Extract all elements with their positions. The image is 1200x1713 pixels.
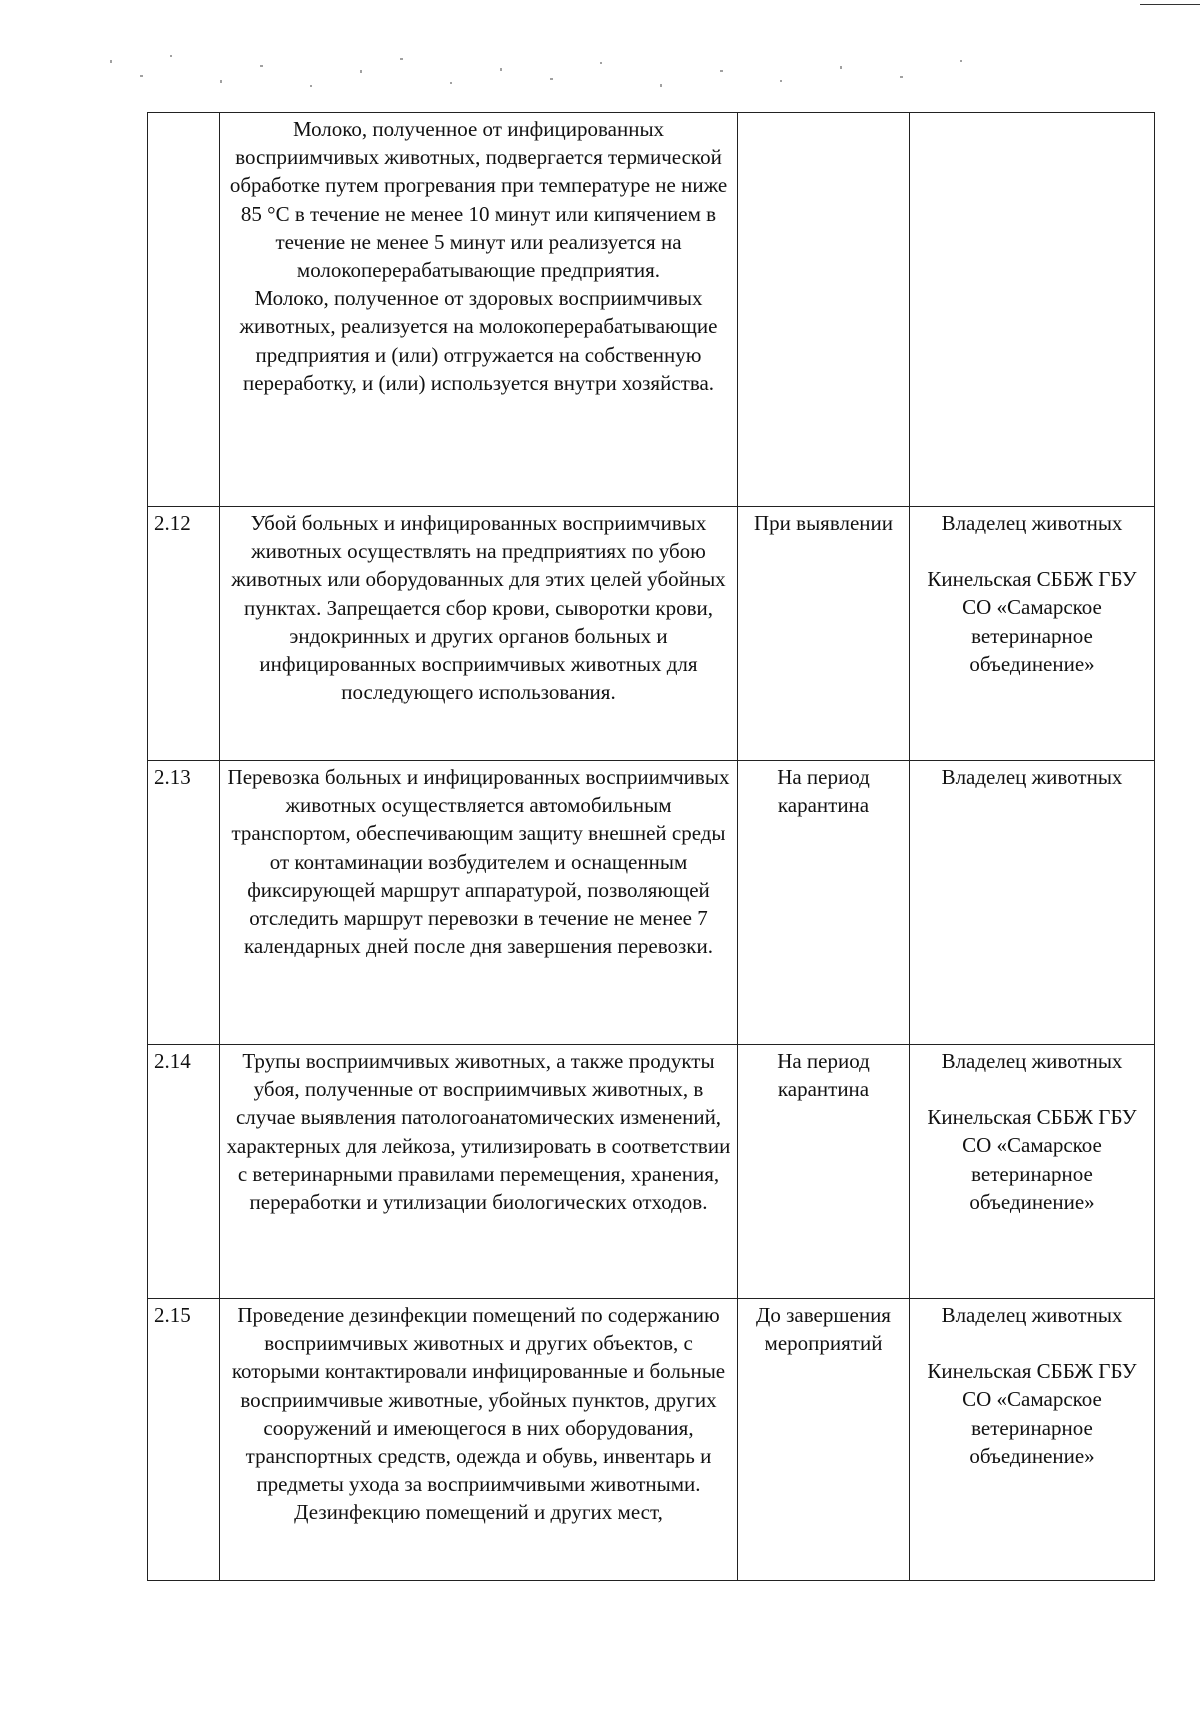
row-number: 2.15 <box>148 1299 220 1581</box>
row-description <box>220 1045 738 1299</box>
scan-noise <box>100 40 1000 110</box>
description-paragraph: Молоко, полученное от здоровых восприимчивых животных, реализуется на молокоперерабатывающие предприятия и (или) отгружается на собственную переработку, и (или) используется внутри хозяйства. <box>239 286 718 395</box>
responsible-party: Владелец животных <box>941 511 1123 535</box>
row-term: При выявлении <box>738 507 910 761</box>
row-responsible <box>910 113 1155 507</box>
table-row <box>148 1299 1155 1581</box>
row-description <box>220 113 738 507</box>
row-number: 2.12 <box>148 507 220 761</box>
row-number: 2.14 <box>148 1045 220 1299</box>
table-row <box>148 113 1155 507</box>
description-paragraph: Трупы восприимчивых животных, а также продукты убоя, полученные от восприимчивых животных, в случае выявления патологоанатомических изменений, характерных для лейкоза, утилизировать в соответствии с ветеринарными правилами перемещения, хранения, переработки и утилизации биологических отходов. <box>226 1049 731 1215</box>
row-term: На период карантина <box>738 1045 910 1299</box>
scan-edge-line <box>1140 4 1200 5</box>
row-responsible <box>910 1299 1155 1581</box>
row-responsible <box>910 761 1155 1045</box>
table-row <box>148 1045 1155 1299</box>
row-description <box>220 1299 738 1581</box>
row-number: 2.13 <box>148 761 220 1045</box>
row-number <box>148 113 220 507</box>
row-description <box>220 507 738 761</box>
description-paragraph: Перевозка больных и инфицированных восприимчивых животных осуществляется автомобильным транспортом, обеспечивающим защиту внешней среды от контаминации возбудителем и оснащенным фиксирующей маршрут аппаратурой, позволяющей отследить маршрут перевозки в течение не менее 7 календарных дней после дня завершения перевозки. <box>227 765 730 959</box>
row-responsible <box>910 1045 1155 1299</box>
responsible-party: Кинельская СББЖ ГБУ СО «Самарское ветеринарное объединение» <box>927 1105 1137 1214</box>
row-term: На период карантина <box>738 761 910 1045</box>
responsible-party: Кинельская СББЖ ГБУ СО «Самарское ветеринарное объединение» <box>927 567 1137 676</box>
responsible-party: Владелец животных <box>941 765 1123 789</box>
table-row <box>148 761 1155 1045</box>
responsible-party: Кинельская СББЖ ГБУ СО «Самарское ветеринарное объединение» <box>927 1359 1137 1468</box>
description-paragraph: Убой больных и инфицированных восприимчивых животных осуществлять на предприятиях по убою животных или оборудованных для этих целей убойных пунктах. Запрещается сбор крови, сыворотки крови, эндокринных и других органов больных и инфицированных восприимчивых животных для последующего использования. <box>231 511 726 705</box>
description-paragraph: Проведение дезинфекции помещений по содержанию восприимчивых животных и других объектов, с которыми контактировали инфицированные и больные восприимчивые животные, убойных пунктов, других сооружений и имеющегося в них оборудования, транспортных средств, одежда и обувь, инвентарь и предметы ухода за восприимчивыми животными. <box>231 1303 726 1497</box>
description-paragraph: Дезинфекцию помещений и других мест, <box>294 1500 663 1525</box>
measures-table <box>147 112 1155 1581</box>
description-paragraph: Молоко, полученное от инфицированных восприимчивых животных, подвергается термической обработке путем прогревания при температуре не ниже 85 °С в течение не менее 10 минут или кипячением в течение не менее 5 минут или реализуется на молокоперерабатывающие предприятия. <box>229 117 728 283</box>
row-responsible <box>910 507 1155 761</box>
responsible-party: Владелец животных <box>941 1049 1123 1073</box>
row-term: До завершения мероприятий <box>738 1299 910 1581</box>
row-term <box>738 113 910 507</box>
responsible-party: Владелец животных <box>941 1303 1123 1327</box>
row-description <box>220 761 738 1045</box>
table-row <box>148 507 1155 761</box>
